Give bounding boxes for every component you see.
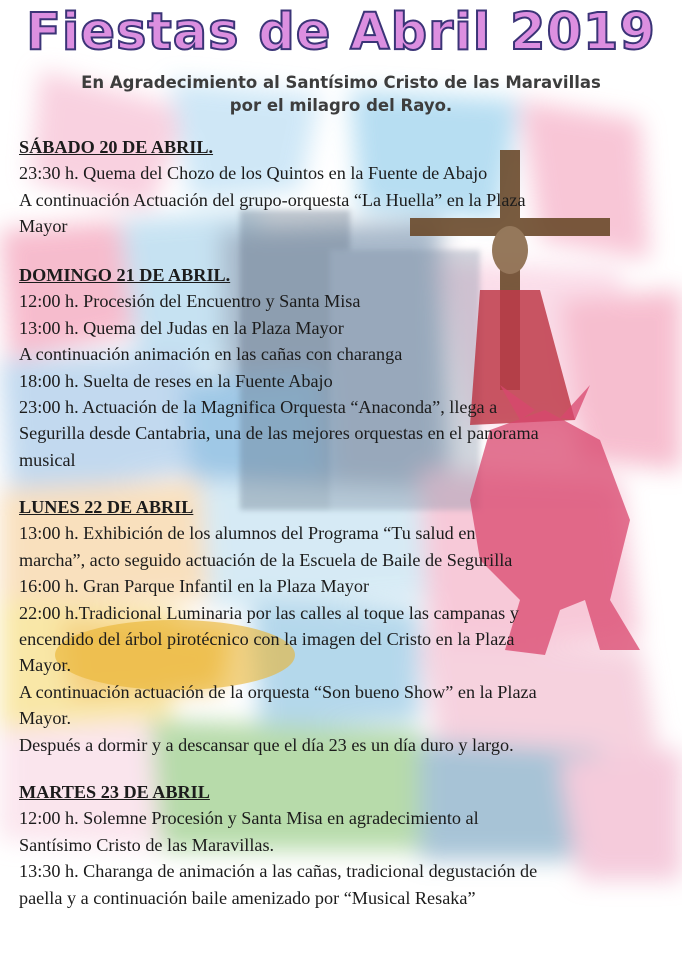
day-heading: LUNES 22 DE ABRIL	[19, 497, 194, 517]
event-line: Mayor.	[19, 655, 72, 676]
day-section-monday	[19, 494, 669, 758]
event-line: 23:30 h. Quema del Chozo de los Quintos en la Fuente de Abajo	[19, 163, 488, 184]
day-heading: SÁBADO 20 DE ABRIL.	[19, 137, 214, 157]
poster-subtitle-line1: En Agradecimiento al Santísimo Cristo de las Maravillas	[81, 73, 601, 92]
event-line: 23:00 h. Actuación de la Magnifica Orquesta “Anaconda”, llega a	[19, 397, 498, 418]
poster-title: Fiestas de Abril 2019	[26, 3, 656, 62]
event-line: A continuación animación en las cañas con charanga	[19, 344, 403, 365]
event-line: 16:00 h. Gran Parque Infantil en la Plaza Mayor	[19, 576, 370, 597]
event-line: Después a dormir y a descansar que el día 23 es un día duro y largo.	[19, 734, 514, 755]
event-line: marcha”, acto seguido actuación de la Escuela de Baile de Segurilla	[19, 549, 513, 570]
event-line: 13:30 h. Charanga de animación a las cañas, tradicional degustación de	[19, 861, 538, 882]
event-line: musical	[19, 449, 76, 470]
event-line: 13:00 h. Exhibición de los alumnos del Programa “Tu salud en	[19, 523, 476, 544]
day-section-saturday	[19, 134, 669, 240]
event-line: A continuación Actuación del grupo-orquesta “La Huella” en la Plaza	[19, 189, 526, 210]
event-line: Mayor.	[19, 708, 72, 729]
event-line: 12:00 h. Solemne Procesión y Santa Misa en agradecimiento al	[19, 808, 479, 829]
day-heading: DOMINGO 21 DE ABRIL.	[19, 265, 231, 285]
event-line: 18:00 h. Suelta de reses en la Fuente Abajo	[19, 370, 333, 391]
day-section-tuesday	[19, 779, 669, 911]
poster-subtitle-line2: por el milagro del Rayo.	[229, 96, 453, 115]
day-section-sunday	[19, 262, 669, 473]
event-line: 12:00 h. Procesión del Encuentro y Santa Misa	[19, 291, 361, 312]
event-line: paella y a continuación baile amenizado por “Musical Resaka”	[19, 887, 476, 908]
event-line: Mayor	[19, 216, 68, 237]
event-line: encendido del árbol pirotécnico con la imagen del Cristo en la Plaza	[19, 629, 515, 650]
event-line: Segurilla desde Cantabria, una de las mejores orquestas en el panorama	[19, 423, 539, 444]
event-line: 13:00 h. Quema del Judas en la Plaza Mayor	[19, 317, 344, 338]
event-line: 22:00 h.Tradicional Luminaria por las calles al toque las campanas y	[19, 602, 519, 623]
event-line: Santísimo Cristo de las Maravillas.	[19, 834, 275, 855]
event-line: A continuación actuación de la orquesta “Son bueno Show” en la Plaza	[19, 681, 537, 702]
day-heading: MARTES 23 DE ABRIL	[19, 782, 210, 802]
